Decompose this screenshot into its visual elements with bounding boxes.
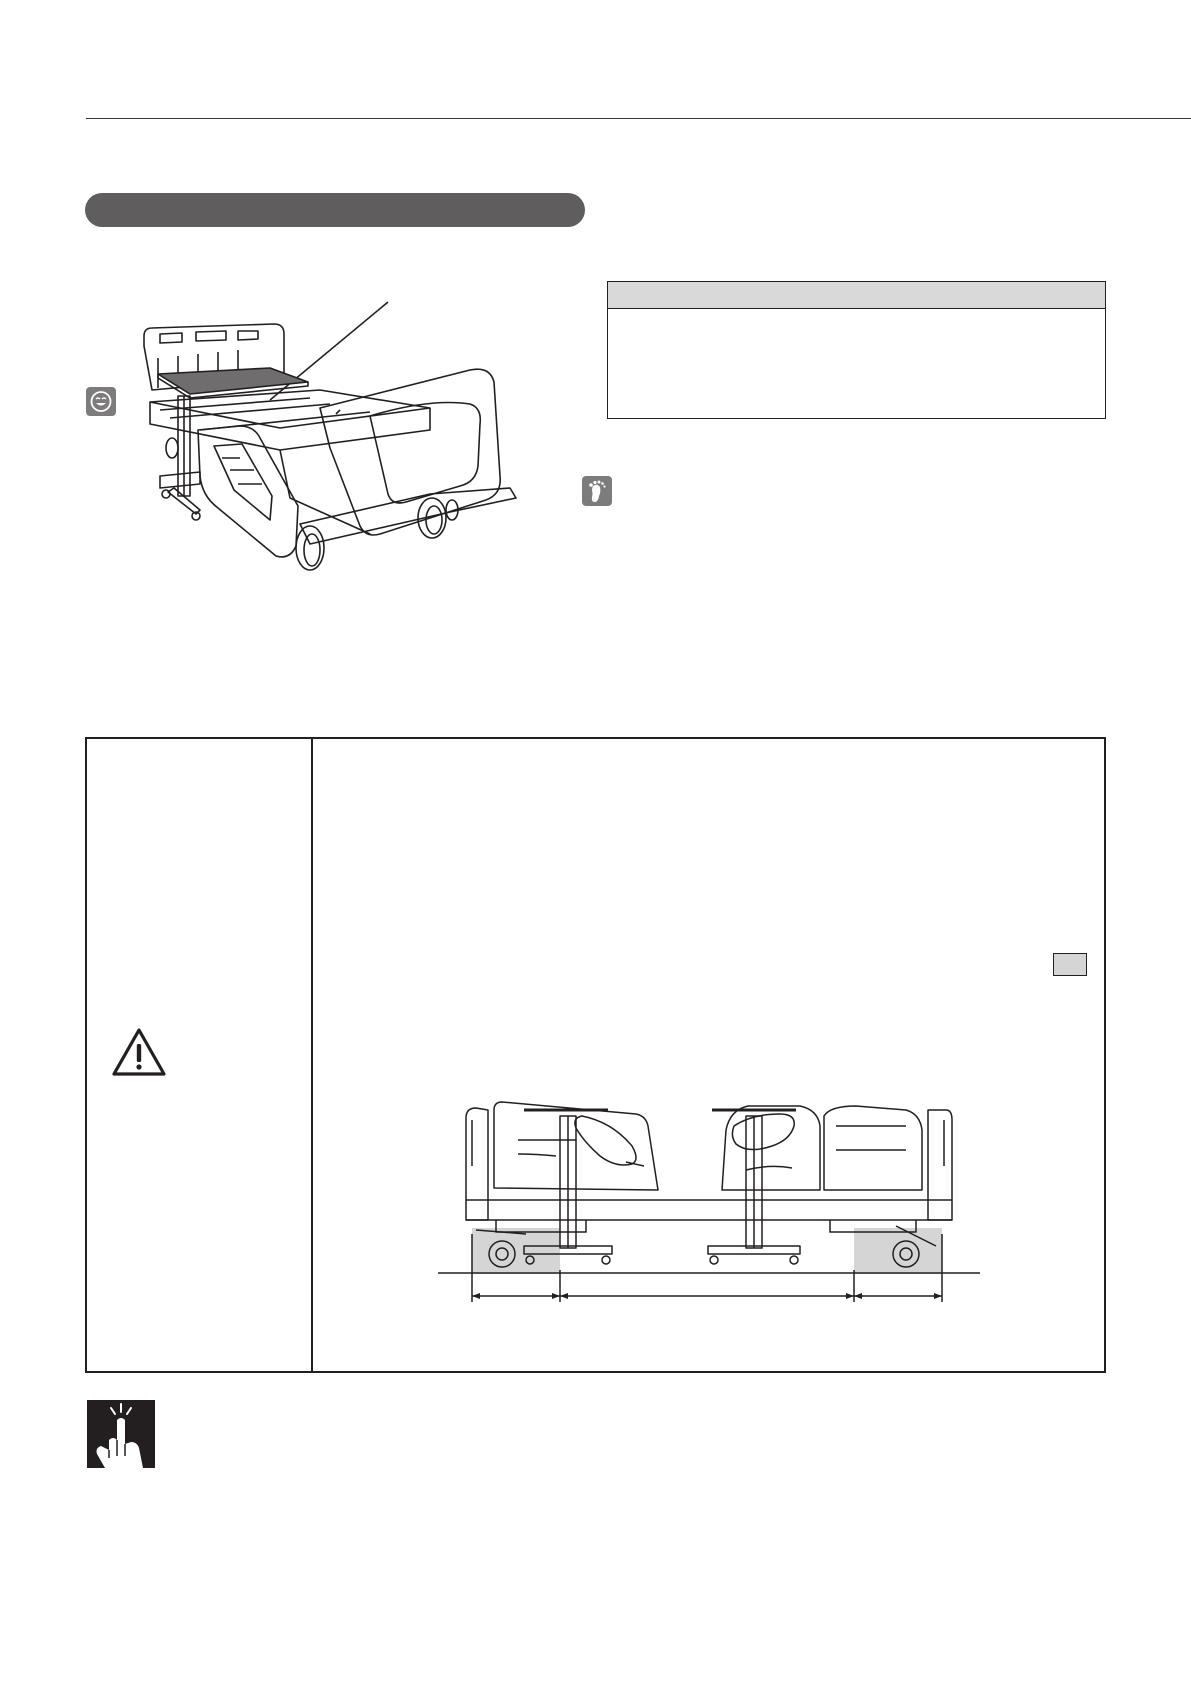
- pointing-hand-icon: [87, 1400, 155, 1468]
- section-title-bar: [85, 193, 585, 227]
- foot-icon: [582, 476, 612, 506]
- shaded-zone-head: [472, 1228, 560, 1274]
- warning-triangle-icon: [110, 1026, 168, 1078]
- note-box-header: [608, 282, 1105, 309]
- bed-with-table-illustration: [130, 298, 570, 623]
- bed-side-view-diagram: [436, 1070, 982, 1310]
- shaded-zone-legend: [1053, 953, 1087, 976]
- shaded-zone-foot: [854, 1228, 942, 1274]
- warning-divider: [311, 737, 313, 1373]
- smile-face-icon: [86, 387, 116, 416]
- header-rule: [86, 118, 1191, 119]
- note-box: [607, 281, 1106, 419]
